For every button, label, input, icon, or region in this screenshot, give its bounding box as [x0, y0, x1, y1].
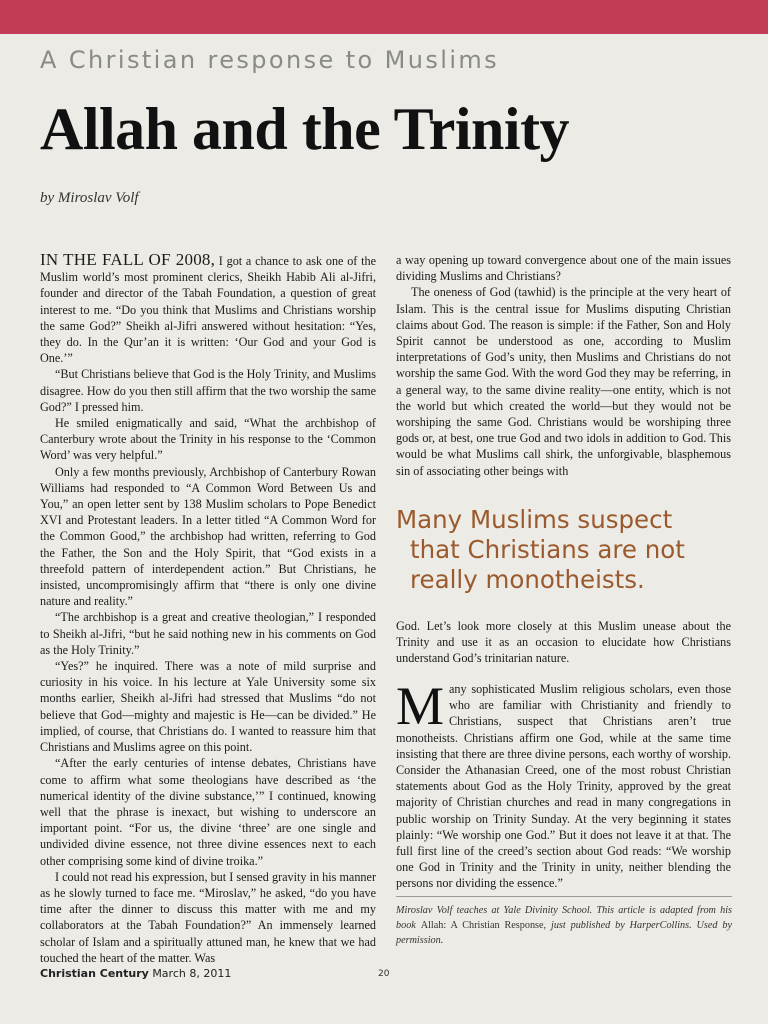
paragraph: Only a few months previously, Archbishop of Canterbury Rowan Williams had responded to “A Common Word Between Us and You,” an open letter sent by 138 Muslim scholars to Pope Benedict XVI and Protestant leaders. In a letter titled “A Common Word for the Common Good,” the archbishop had written, referring to God the Father, the Son and the Holy Spirit, that “God exists in a threefold pattern of interdependent action.” But Christians, he insisted, uncompromisingly affirm that “there is only one divine nature and reality.” [40, 464, 376, 609]
pull-quote-line: that Christians are not [410, 535, 685, 564]
byline: by Miroslav Volf [40, 190, 139, 206]
magazine-name: Christian Century [40, 967, 149, 980]
author-bio [396, 903, 732, 948]
page-number: 20 [378, 969, 390, 979]
top-color-bar [0, 0, 768, 34]
paragraph-1-text: I got a chance to ask one of the Muslim world’s most prominent clerics, Sheikh Habib Ali al-Jifri, founder and director of the Tabah Foundation, a question of great interest to me. “Do you think that Muslims and Christians worship the same God?” Sheikh al-Jifri answered without hesitation: “Yes, they do. In the Qur’an it is written: ‘Our God and your God is One.’” [40, 254, 377, 366]
paragraph: God. Let’s look more closely at this Muslim unease about the Trinity and use it as an occasion to elucidate how Christians understand God’s trinitarian nature. [396, 619, 731, 666]
divider [396, 896, 732, 897]
paragraph-text: any sophisticated Muslim religious scholars, even those who are familiar with Christianity and friendly to Christians, suspect that Christians aren’t true monotheists. Christians affirm one God, while at the same time insisting that there are three divine persons, each worthy of worship. Consider the Athanasian Creed, one of the most robust Christian statements about God as the Holy Trinity, approved by the great majority of Christian churches and read in many congregations in public worship on Trinity Sunday. At the very beginning it states plainly: “We worship one God.” But it does not leave it at that. The full first line of the creed’s section about God reads: “We worship one God in Trinity and the Trinity in unity, neither blending the persons nor dividing the essence.” [396, 682, 731, 891]
section-kicker: A Christian response to Muslims [40, 46, 500, 74]
pull-quote-line: really monotheists. [410, 565, 645, 594]
left-column [40, 252, 376, 966]
footer-issue [40, 967, 231, 980]
paragraph: “After the early centuries of intense debates, Christians have come to affirm what some theologians have described as ‘the numerical identity of the divine substance,’” I continued, knowing well that the phrase is inexact, but wishing to underscore an important point. “For us, the divine ‘three’ are one single and undivided divine essence, not three divine essences next to each other comprising some kind of divine troika.” [40, 756, 376, 868]
paragraph: “But Christians believe that God is the Holy Trinity, and Muslims disagree. How do you then still affirm that the two worship the same God?” I pressed him. [40, 367, 376, 414]
paragraph: “Yes?” he inquired. There was a note of mild surprise and curiosity in his voice. In his lecture at Yale University some six months earlier, Sheikh al-Jifri had stressed that Muslims “do not believe that God—mighty and majestic is He—can be divided.” He implied, of course, that Christians do. I wanted to reassure him that Christians and Muslims agree on this point. [40, 659, 376, 755]
paragraph-1 [40, 252, 376, 366]
paragraph: The oneness of God (tawhid) is the principle at the very heart of Islam. This is the central issue for Muslims disputing Christian claims about God. The reason is simple: if the Father, Son and Holy Spirit cannot be understood as one, according to Muslim interpretations of God’s unity, then Muslims and Christians do not worship the same God. With the word God they may be referring, in a general way, to the same divine reality—one entity, which is not the world but which created the world—but they would not be worshiping the same God. Christians would be worshiping three gods or, at best, one true God and two idols in addition to God. This would be what Muslims call shirk, the unforgivable, blasphemous sin of associating other beings with [396, 285, 731, 478]
lead-in: IN THE FALL OF 2008, [40, 250, 216, 269]
drop-cap: M [396, 676, 445, 736]
pull-quote-line: Many Muslims suspect [396, 505, 673, 534]
right-column-middle [396, 618, 731, 667]
paragraph: “The archbishop is a great and creative theologian,” I responded to Sheikh al-Jifri, “but he said nothing new in his comments on God as the Holy Trinity.” [40, 610, 376, 657]
book-title: Allah: A Christian Response, [420, 920, 547, 931]
right-column-top [396, 252, 731, 479]
paragraph: He smiled enigmatically and said, “What the archbishop of Canterbury wrote about the Trinity in his response to the ‘Common Word’ was very helpful.” [40, 416, 376, 463]
issue-date: March 8, 2011 [152, 967, 232, 980]
right-column-section-2 [396, 676, 731, 892]
pull-quote [396, 505, 696, 595]
article-title: Allah and the Trinity [40, 96, 570, 162]
bio-text: just published by HarperCollins. Used by permission. [396, 920, 732, 946]
paragraph [396, 676, 731, 892]
bio-text: Miroslav Volf teaches at Yale Divinity School. This article is adapted from his book [396, 905, 732, 931]
paragraph: I could not read his expression, but I sensed gravity in his manner as he slowly turned to face me. “Miroslav,” he asked, “do you have time after the dinner to discuss this matter with me and my collaborators at the Tabah Foundation?” An immensely learned scholar of Islam and a spiritually attuned man, he knew that we had touched the heart of the matter. Was [40, 869, 376, 965]
paragraph: a way opening up toward convergence about one of the main issues dividing Muslims and Christians? [396, 253, 731, 284]
